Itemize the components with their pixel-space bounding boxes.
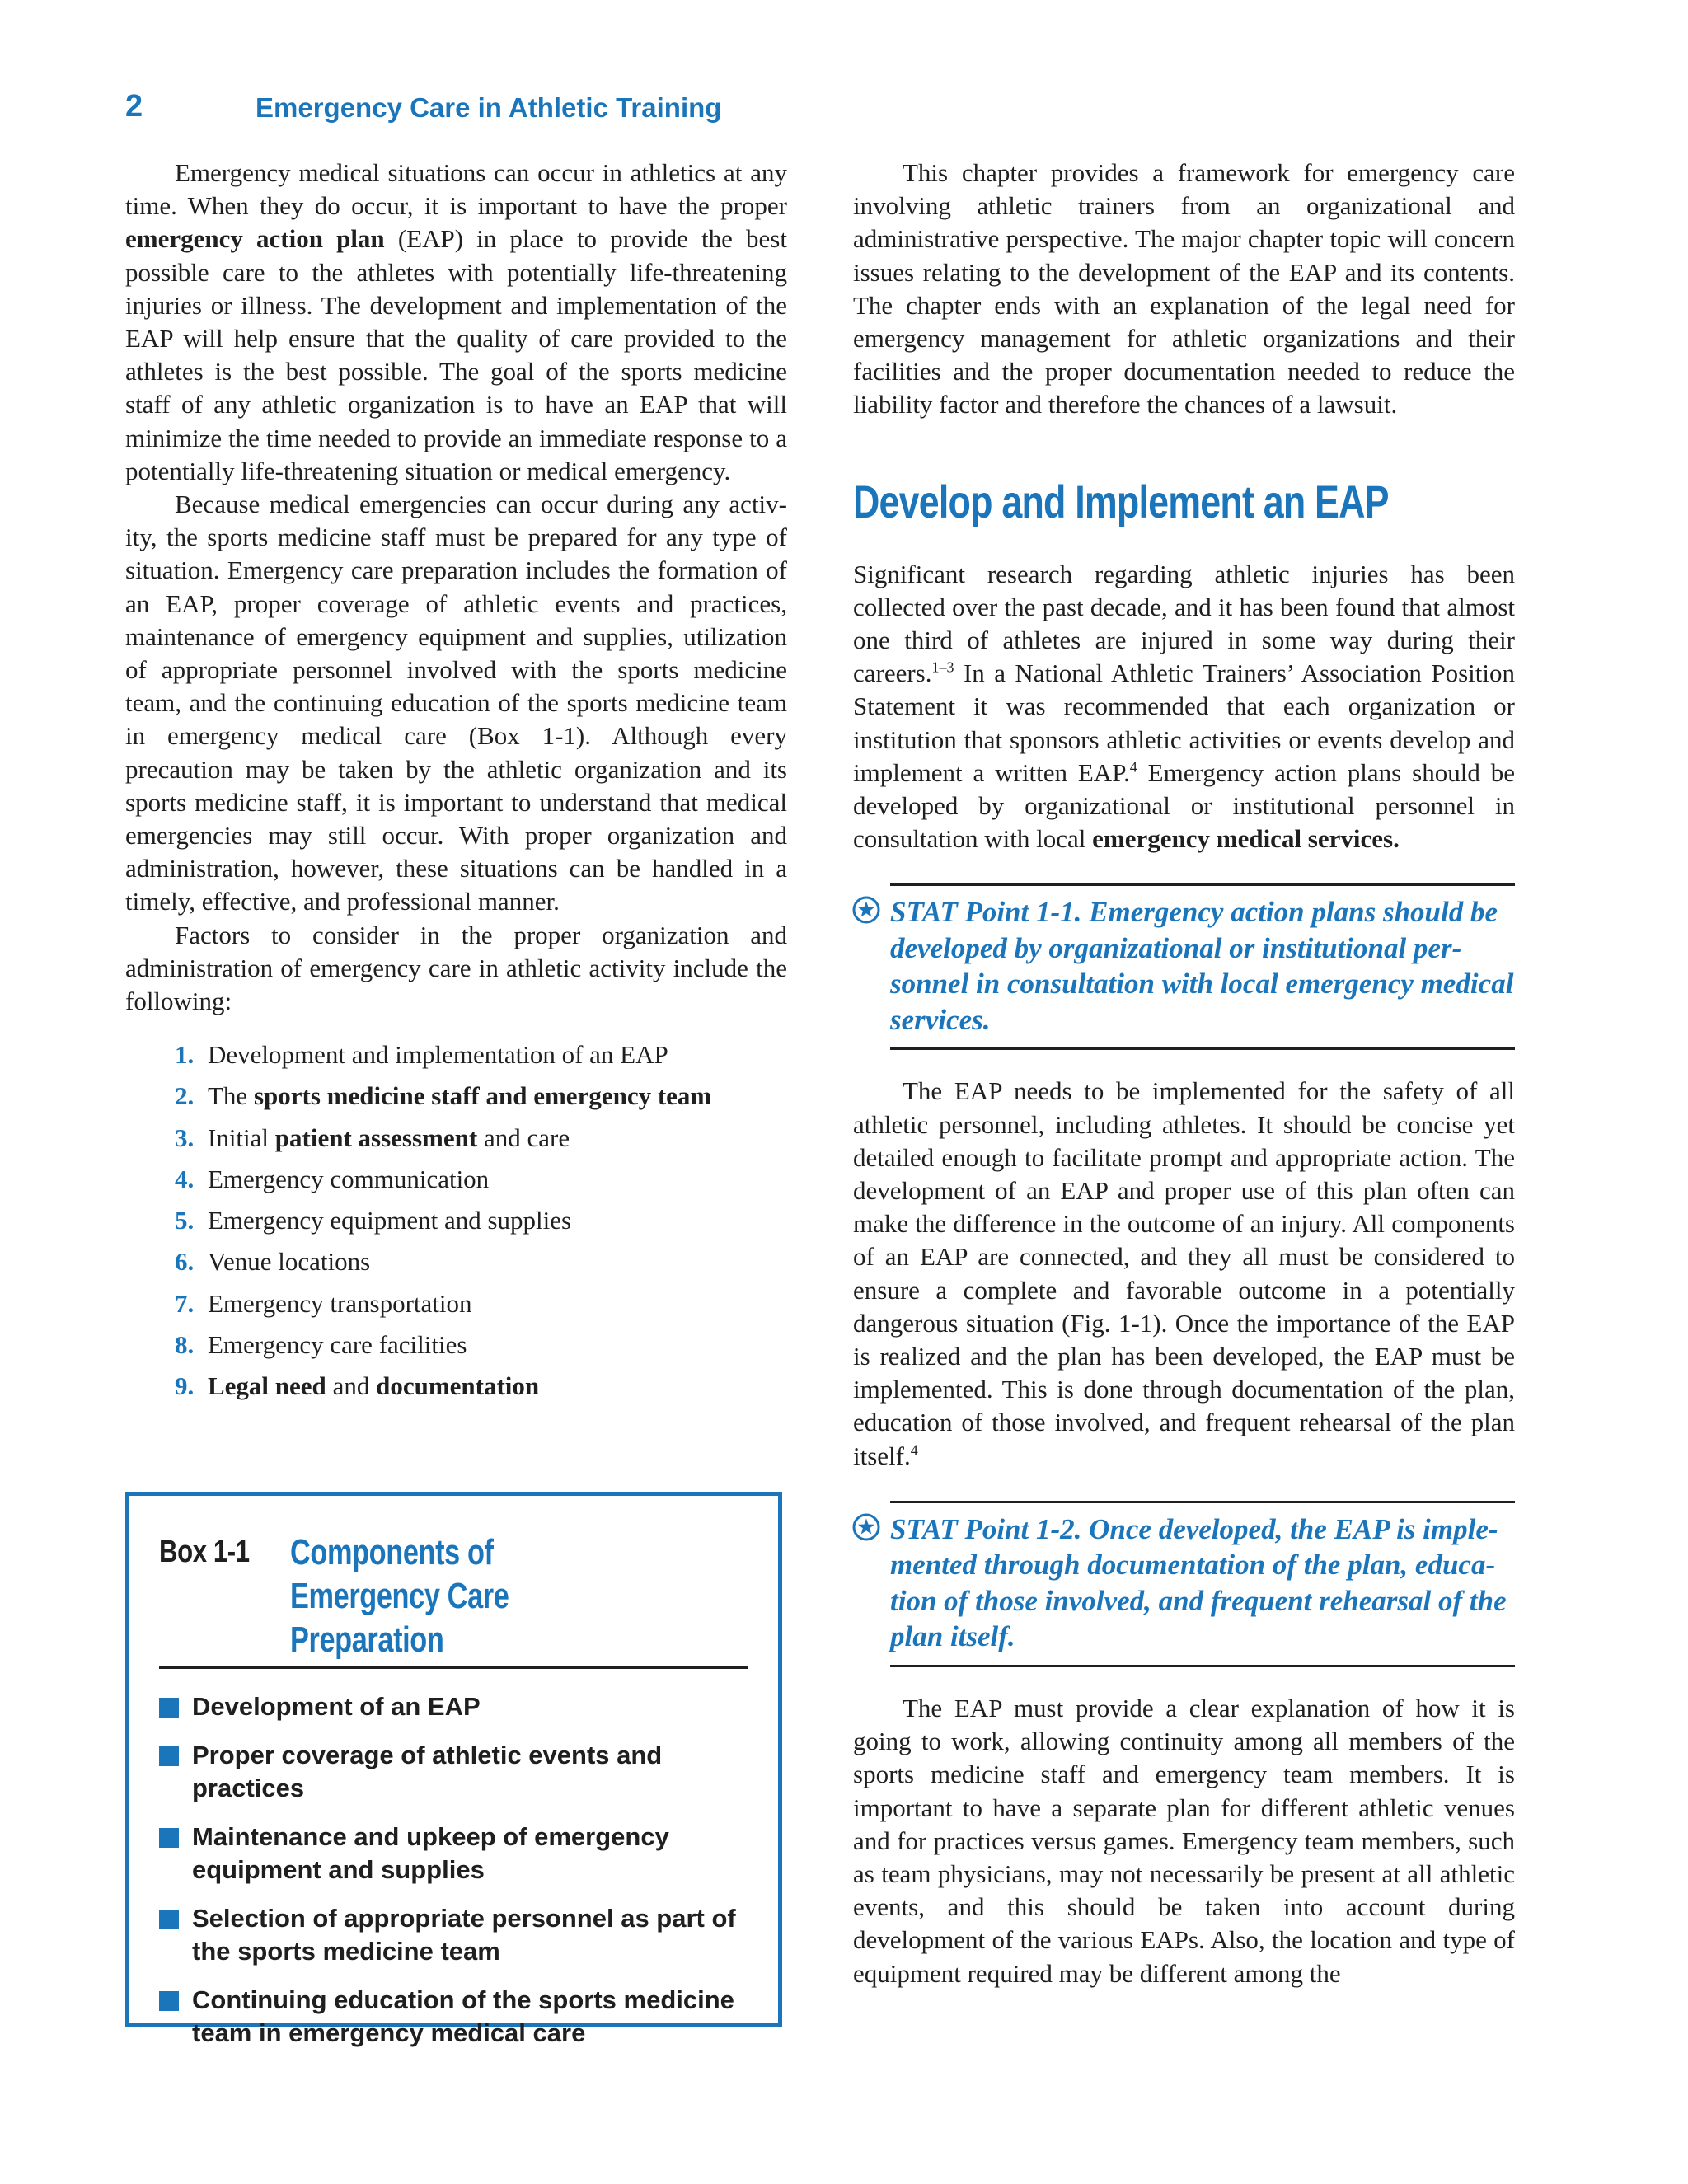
factor-text: Legal need [208, 1371, 326, 1400]
factor-text: Emergency communication [208, 1164, 490, 1193]
factor-text: The [208, 1081, 254, 1111]
research-paragraph: Significant research regarding athletic injuries has been collected over the past decade, and it has been found that almost one third of athletes are injured in some way during their careers.$^{1-3}$ In a National Athletic Trainers’ Association Position Statement it was recommended that each organization or institution that sponsors athletic activities or events develop and implement a written EAP.$^4$ Emergency action plans should be developed by organizational or institutional personnel in consultation with local emergency medical services. [853, 559, 1515, 854]
box-item-text: Proper coverage of athletic events and practices [192, 1741, 663, 1802]
box-list-item [159, 1739, 748, 1805]
star-circle-icon [852, 896, 880, 924]
factor-text: Venue locations [208, 1247, 371, 1277]
factor-number: 4. [175, 1164, 195, 1193]
box-item-text: Selection of appropriate personnel as part of the sports medicine team [192, 1904, 736, 1966]
factor-text: documentation [376, 1371, 540, 1400]
preparation-paragraph: Because medical emergencies can occur during any activity, the sports medicine staff must be prepared for any type of situation. Emergency care preparation includes the formation of an EAP, proper coverage of athletic events and practices, maintenance of emergency equipment and supplies, utilization of appropriate personnel involved with the sports medicine team, and the continuing education of the sports medicine team in emergency medical care (Box 1-1). Although every precaution may be taken by the athletic organization and its sports medicine staff, it is important to understand that medical emergencies may still occur. With proper organization and administration, however, these situations can be handled in a timely, effective, and professional manner. [125, 490, 787, 916]
star-circle-icon [852, 1513, 880, 1541]
box-list [159, 1690, 748, 2050]
factor-item [175, 1366, 787, 1407]
chapter-overview-paragraph: This chapter provides a framework for emergency care involving athletic trainers from an organizational and administrative perspective. The major chapter topic will concern issues relating to the development of the EAP and its contents. The chapter ends with an explanation of the legal need for emergency management for athletic organizations and their facilities and the proper documentation needed to reduce the liability factor and therefore the chances of a lawsuit. [853, 158, 1515, 419]
right-column [853, 157, 1515, 1990]
square-bullet-icon [159, 1991, 179, 2011]
factor-number: 1. [175, 1040, 195, 1070]
citation: 4 [910, 1441, 918, 1459]
factor-item [175, 1076, 787, 1117]
intro-paragraph: Emergency medical situations can occur in athletics at any time. When they do occur, it is important to have the proper emergency action plan (EAP) in place to provide the best possible care to the athletes with potentially life-threatening injuries or illness. The development and implementation of the EAP will help ensure that the quality of care provided to the athletes is the best possible. The goal of the sports medicine staff of any athletic organization is to have an EAP that will minimize the time needed to provide an immediate response to a potentially life-threatening situation or medical emergency. [125, 158, 787, 485]
citation: 4 [1129, 758, 1137, 776]
square-bullet-icon [159, 1828, 179, 1848]
factor-item [175, 1283, 787, 1324]
box-item-text: Maintenance and upkeep of emergency equipment and supplies [192, 1822, 669, 1884]
box-item-text: Development of an EAP [192, 1692, 481, 1721]
box-1-1 [125, 1492, 782, 2047]
clear-explanation-paragraph: The EAP must provide a clear explanation of how it is going to work, allowing continuity among all members of the sports medicine staff and emergency team members. It is important to have a separate plan for different athletic venues and for practices versus games. Emergency team members, such as team physicians, may not necessarily be present at all athletic events, and this should be taken into account during development of the various EAPs. Also, the location and type of equipment required may be different among the [853, 1693, 1515, 1988]
factor-number: 3. [175, 1122, 195, 1152]
implementation-paragraph: The EAP needs to be implemented for the safety of all athletic personnel, including athletes. It should be concise yet detailed enough to facilitate prompt and appropriate action. The development of an EAP and proper use of this plan often can make the difference in the outcome of an injury. All components of an EAP are connected, and they all must be considered to ensure a complete and favorable outcome in a potentially dangerous situation (Fig. 1-1). Once the importance of the EAP is realized and the plan has been developed, the EAP must be implemented. This is done through documentation of the plan, education of those involved, and frequent rehearsal of the plan itself.$^4$ [853, 1076, 1515, 1470]
box-header [159, 1530, 748, 1669]
stat-point-1-2 [890, 1501, 1515, 1667]
term-emergency-medical-services: emergency medical services. [1092, 824, 1400, 854]
factor-item [175, 1118, 787, 1159]
page-number: 2 [125, 89, 143, 124]
factor-text: Emergency equipment and supplies [208, 1206, 572, 1235]
factor-number: 6. [175, 1247, 195, 1277]
factor-number: 5. [175, 1206, 195, 1235]
factor-item [175, 1200, 787, 1241]
square-bullet-icon [159, 1746, 179, 1766]
box-list-item [159, 1902, 748, 1968]
factor-text: and care [477, 1122, 570, 1152]
square-bullet-icon [159, 1910, 179, 1929]
factor-number: 9. [175, 1371, 195, 1400]
factors-list [175, 1034, 787, 1407]
stat-text: STAT Point 1-1. Emergency action plans should be developed by organizational or institutional personnel in consultation with local emergency medical services. [890, 896, 1514, 1036]
factor-item [175, 1159, 787, 1200]
square-bullet-icon [159, 1698, 179, 1718]
term-emergency-action-plan: emergency action plan [125, 224, 385, 254]
box-list-item [159, 1821, 748, 1886]
book-title: Emergency Care in Athletic Training [256, 92, 722, 123]
factor-item [175, 1241, 787, 1282]
box-list-item [159, 1984, 748, 2050]
box-list-item [159, 1690, 748, 1723]
factor-text: Emergency transportation [208, 1288, 472, 1318]
factor-text: Emergency care facilities [208, 1329, 467, 1359]
factor-item [175, 1324, 787, 1366]
citation: 1–3 [931, 658, 954, 676]
factor-text: sports medicine staff and emergency team [253, 1081, 712, 1111]
box-label: Box 1-1 [159, 1535, 250, 1569]
factor-number: 8. [175, 1329, 195, 1359]
factor-number: 7. [175, 1288, 195, 1318]
section-heading: Develop and Implement an EAP [853, 475, 1389, 527]
box-item-text: Continuing education of the sports medicine team in emergency medical care [192, 1985, 734, 2047]
factor-text: patient assessment [274, 1122, 478, 1152]
factor-text: Initial [208, 1122, 275, 1152]
factor-text: and [326, 1371, 377, 1400]
stat-point-1-1 [890, 883, 1515, 1050]
factor-number: 2. [175, 1081, 195, 1111]
stat-text: STAT Point 1-2. Once developed, the EAP is implemented through documentation of the plan, education of those involved, and frequent rehearsal of the plan itself. [890, 1512, 1507, 1653]
left-column [125, 157, 787, 1407]
factor-item [175, 1034, 787, 1076]
factor-text: Development and implementation of an EAP [208, 1040, 668, 1070]
factors-paragraph: Factors to consider in the proper organization and administration of emergency care in athletic activity include the following: [125, 920, 787, 1016]
box-title: Components of Emergency Care Preparation [289, 1532, 509, 1660]
